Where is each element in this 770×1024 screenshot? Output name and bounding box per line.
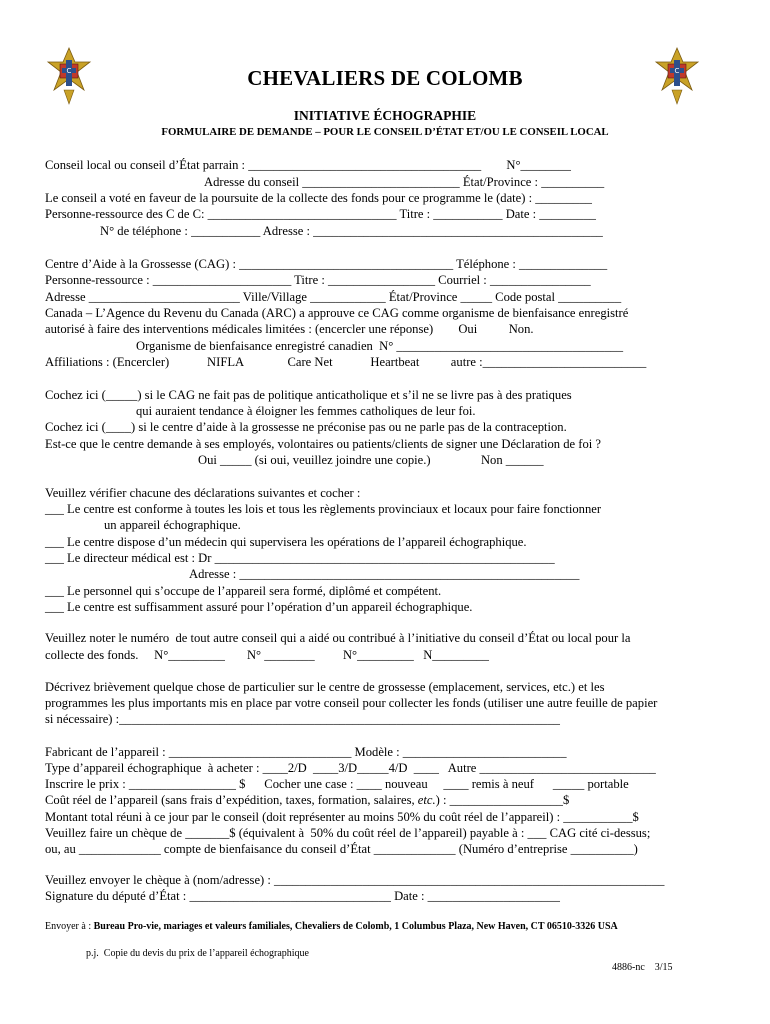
svg-text:C: C bbox=[66, 67, 72, 75]
charity-number-field[interactable]: Organisme de bienfaisance enregistré canadien N° ____________________________________ bbox=[136, 339, 624, 353]
other-councils-text: Veuillez noter le numéro de tout autre conseil qui a aidé ou contribué à l’initiative du conseil d’État ou local pour la bbox=[45, 631, 631, 645]
verification-heading: Veuillez vérifier chacune des déclarations suivantes et cocher : bbox=[45, 486, 361, 500]
description-field[interactable]: si nécessaire) :______________________________________________________________________ bbox=[45, 712, 560, 726]
kofc-contact-field[interactable]: Personne-ressource des C de C: ______________________________ Titre : ___________ Date : _________ bbox=[45, 207, 596, 221]
manufacturer-model-field[interactable]: Fabricant de l’appareil : _____________________________ Modèle : __________________________ bbox=[45, 745, 567, 759]
attachment-note: p.j. Copie du devis du prix de l’appareil échographique bbox=[86, 948, 309, 959]
contact-phone-address-field[interactable]: N° de téléphone : ___________ Adresse : ______________________________________________ bbox=[100, 224, 603, 238]
faith-declaration-question: Est-ce que le centre demande à ses employés, volontaires ou patients/clients de signer une Déclaration de foi ? bbox=[45, 437, 602, 451]
check-amount-field[interactable]: Veuillez faire un chèque de _______$ (équivalent à 50% du coût réel de l’appareil) payable à : ___ CAG cité ci-dessus; bbox=[45, 826, 651, 840]
send-check-to-field[interactable]: Veuillez envoyer le chèque à (nom/adresse) : ______________________________________________________________ bbox=[45, 873, 665, 887]
pregnancy-center-field[interactable]: Centre d’Aide à la Grossesse (CAG) : __________________________________ Téléphone : ______________ bbox=[45, 257, 608, 271]
verify-insurance-checkbox[interactable]: ___ Le centre est suffisamment assuré pour l’opération d’un appareil échographique. bbox=[45, 600, 473, 614]
arc-approval-text: Canada – L’Agence du Revenu du Canada (ARC) a approuve ce CAG comme organisme de bienfaisance enregistré bbox=[45, 306, 629, 320]
form-code: 4886-nc 3/15 bbox=[612, 962, 673, 973]
verify-physician-checkbox[interactable]: ___ Le centre dispose d’un médecin qui supervisera les opérations de l’appareil échographique. bbox=[45, 535, 527, 549]
state-deputy-signature-field[interactable]: Signature du député d’État : ________________________________ Date : _____________________ bbox=[45, 889, 560, 903]
page-title: CHEVALIERS DE COLOMB bbox=[247, 66, 523, 90]
sponsor-council-field[interactable]: Conseil local ou conseil d’État parrain : _____________________________________ N°________ bbox=[45, 158, 571, 172]
anti-catholic-checkbox-line[interactable]: Cochez ici (_____) si le CAG ne fait pas de politique anticatholique et s’il ne se livre pas à des pratiques bbox=[45, 388, 572, 402]
verify-staff-checkbox[interactable]: ___ Le personnel qui s’occupe de l’appareil sera formé, diplômé et compétent. bbox=[45, 584, 442, 598]
description-prompt: Décrivez brièvement quelque chose de particulier sur le centre de grossesse (emplacement, services, etc.) et les bbox=[45, 680, 605, 694]
medical-director-field[interactable]: ___ Le directeur médical est : Dr ______________________________________________________ bbox=[45, 551, 555, 565]
center-address-field[interactable]: Adresse ________________________ Ville/Village ____________ État/Province _____ Code postal __________ bbox=[45, 290, 622, 304]
verify-compliance-checkbox[interactable]: ___ Le centre est conforme à toutes les lois et tous les règlements provinciaux et locaux pour faire fonctionner bbox=[45, 502, 602, 516]
medical-director-address-field[interactable]: Adresse : ______________________________________________________ bbox=[189, 567, 580, 581]
svg-text:C: C bbox=[674, 67, 680, 75]
center-contact-field[interactable]: Personne-ressource : ______________________ Titre : _________________ Courriel : ________________ bbox=[45, 273, 591, 287]
send-to-footer: Envoyer à : Bureau Pro-vie, mariages et valeurs familiales, Chevaliers de Colomb, 1 Columbus Plaza, New Haven, CT 06510-3326 USA bbox=[45, 921, 618, 932]
form-subtitle: INITIATIVE ÉCHOGRAPHIE bbox=[293, 108, 477, 123]
total-raised-field[interactable]: Montant total réuni à ce jour par le conseil (doit représenter au moins 50% du coût réel de l’appareil) : ___________$ bbox=[45, 810, 639, 824]
faith-declaration-answer[interactable]: Oui _____ (si oui, veuillez joindre une copie.) Non ______ bbox=[198, 453, 544, 467]
other-councils-fields[interactable]: collecte des fonds. N°_________ N° ________ N°_________ N_________ bbox=[45, 648, 489, 662]
price-condition-field[interactable]: Inscrire le prix : _________________ $ Cocher une case : ____ nouveau ____ remis à neuf _____ portable bbox=[45, 777, 629, 791]
arc-approval-choice[interactable]: autorisé à faire des interventions médicales limitées : (encercler une réponse) Oui Non. bbox=[45, 322, 534, 336]
state-charity-account-field[interactable]: ou, au _____________ compte de bienfaisance du conseil d’État _____________ (Numéro d’entreprise __________) bbox=[45, 842, 638, 856]
description-prompt-2: programmes les plus importants mis en place par votre conseil pour collecter les fonds (utiliser une autre feuille de papier bbox=[45, 696, 658, 710]
ultrasound-type-field[interactable]: Type d’appareil échographique à acheter : ____2/D ____3/D_____4/D ____ Autre ____________________________ bbox=[45, 761, 656, 775]
vote-date-field[interactable]: Le conseil a voté en faveur de la poursuite de la collecte des fonds pour ce programme le (date) : _________ bbox=[45, 191, 592, 205]
form-type-heading: FORMULAIRE DE DEMANDE – POUR LE CONSEIL D’ÉTAT ET/OU LE CONSEIL LOCAL bbox=[161, 126, 609, 138]
anti-catholic-continuation: qui auraient tendance à éloigner les femmes catholiques de leur foi. bbox=[136, 404, 476, 418]
council-address-field[interactable]: Adresse du conseil _________________________ État/Province : __________ bbox=[204, 175, 605, 189]
contraception-checkbox-line[interactable]: Cochez ici (____) si le centre d’aide à la grossesse ne préconise pas ou ne parle pas de la contraception. bbox=[45, 420, 567, 434]
actual-cost-field[interactable]: Coût réel de l’appareil (sans frais d’expédition, taxes, formation, salaires, etc.) : __________________$ bbox=[45, 793, 570, 807]
affiliations-field[interactable]: Affiliations : (Encercler) NIFLA Care Net Heartbeat autre :__________________________ bbox=[45, 355, 647, 369]
verify-compliance-continuation: un appareil échographique. bbox=[104, 518, 241, 532]
